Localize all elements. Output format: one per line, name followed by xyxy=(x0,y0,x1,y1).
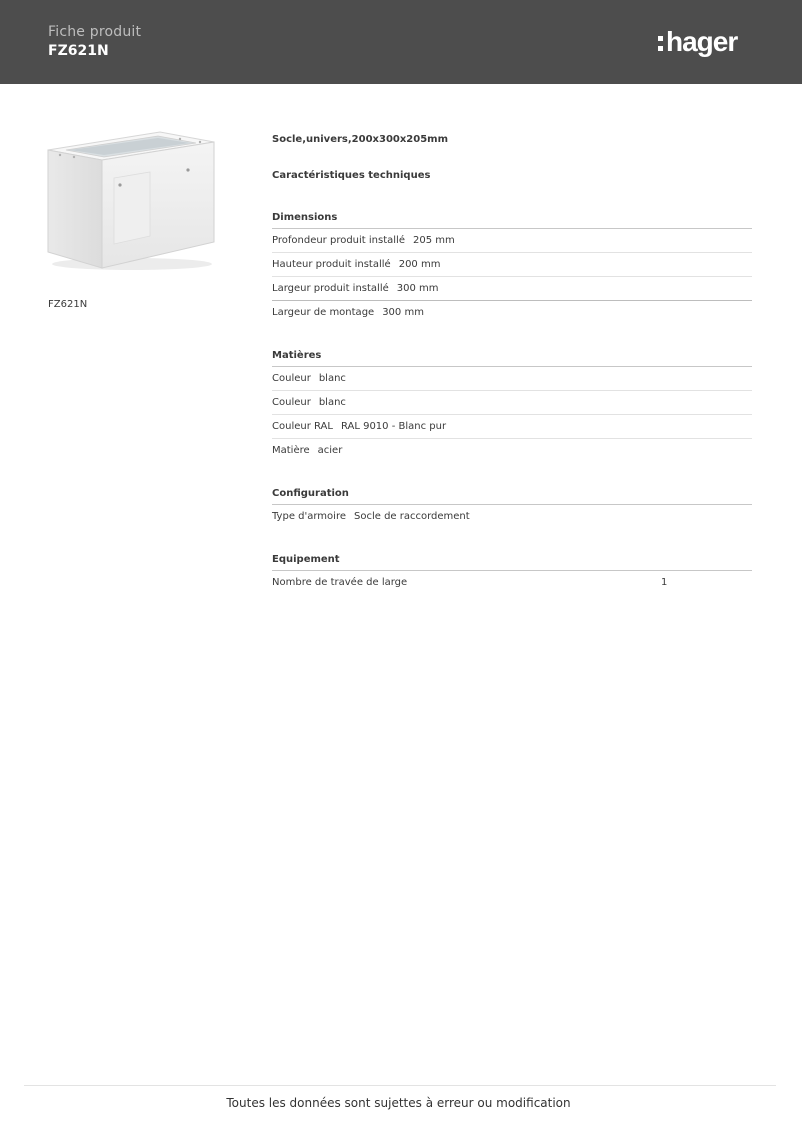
spec-label: Couleur xyxy=(272,373,311,384)
spec-row xyxy=(272,391,752,415)
spec-value: 205 mm xyxy=(412,235,455,246)
spec-value: 200 mm xyxy=(398,259,441,270)
spec-value: 300 mm xyxy=(396,283,439,294)
svg-text:hager: hager xyxy=(666,26,738,57)
spec-label: Profondeur produit installé xyxy=(272,235,405,246)
document-reference: FZ621N xyxy=(48,43,109,59)
spec-label: Matière xyxy=(272,445,310,456)
page-header xyxy=(0,0,802,84)
spec-row xyxy=(272,277,752,301)
section-heading: Dimensions xyxy=(272,208,752,229)
product-reference: FZ621N xyxy=(48,299,88,310)
spec-label: Largeur produit installé xyxy=(272,283,389,294)
spec-row xyxy=(272,367,752,391)
specifications xyxy=(272,130,752,594)
spec-value: RAL 9010 - Blanc pur xyxy=(340,421,447,432)
dimensions-section xyxy=(272,208,752,324)
spec-label: Hauteur produit installé xyxy=(272,259,391,270)
hager-logo xyxy=(654,20,758,64)
product-base-image xyxy=(40,120,222,276)
section-heading: Equipement xyxy=(272,550,752,571)
spec-row xyxy=(272,505,752,528)
spec-label: Type d'armoire xyxy=(272,511,346,522)
spec-row xyxy=(272,571,752,594)
spec-row xyxy=(272,439,752,462)
spec-row xyxy=(272,415,752,439)
spec-label: Couleur xyxy=(272,397,311,408)
spec-row xyxy=(272,253,752,277)
spec-row xyxy=(272,301,752,324)
spec-label: Largeur de montage xyxy=(272,307,375,318)
spec-value: acier xyxy=(317,445,343,456)
footer-divider xyxy=(24,1085,776,1086)
spec-value: 300 mm xyxy=(382,307,424,318)
spec-value: Socle de raccordement xyxy=(354,511,470,522)
spec-value: blanc xyxy=(318,397,346,408)
spec-value: 1 xyxy=(661,577,668,588)
spec-label: Nombre de travée de large xyxy=(272,577,408,588)
materials-section xyxy=(272,346,752,462)
footer-disclaimer: Toutes les données sont sujettes à erreur ou modification xyxy=(226,1096,571,1110)
section-heading: Configuration xyxy=(272,484,752,505)
technical-characteristics-heading: Caractéristiques techniques xyxy=(272,170,431,181)
spec-label: Couleur RAL xyxy=(272,421,333,432)
section-heading: Matières xyxy=(272,346,752,367)
product-title: Socle,univers,200x300x205mm xyxy=(272,134,449,145)
configuration-section xyxy=(272,484,752,528)
equipment-section xyxy=(272,550,752,594)
spec-row xyxy=(272,229,752,253)
document-kind: Fiche produit xyxy=(48,24,142,40)
spec-value: blanc xyxy=(318,373,346,384)
